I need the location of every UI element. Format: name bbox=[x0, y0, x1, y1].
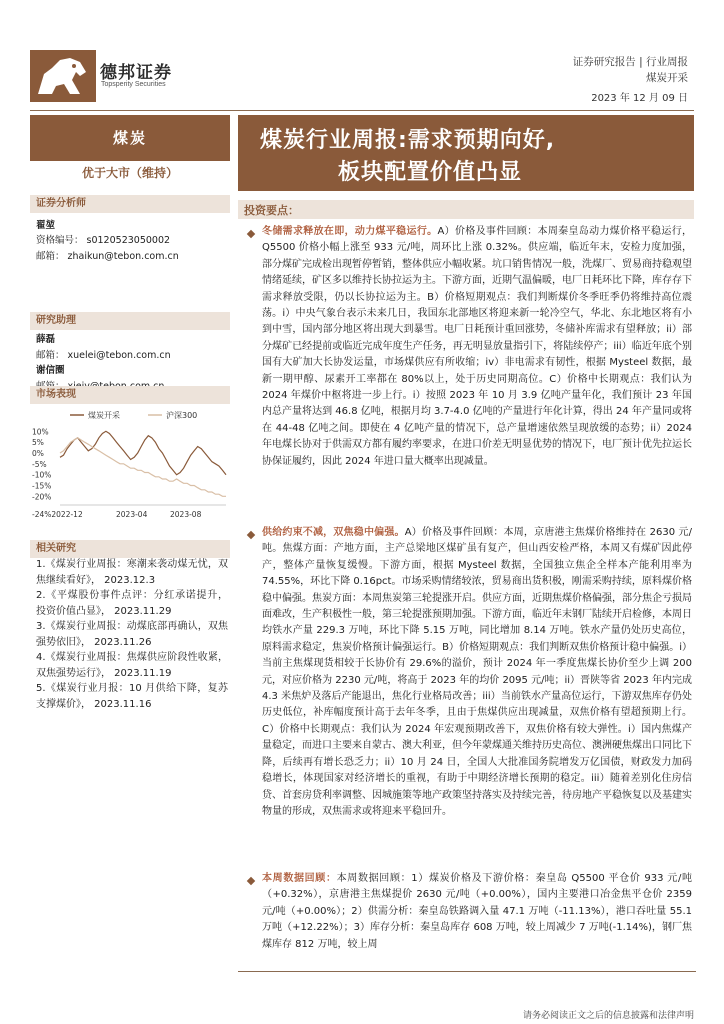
related-section-title: 相关研究 bbox=[30, 540, 230, 558]
y-tick-label: -10% bbox=[32, 470, 52, 480]
series-line bbox=[60, 431, 226, 474]
legend-label: 沪深300 bbox=[166, 411, 198, 420]
paragraph-heading: 本周数据回顾： bbox=[262, 873, 337, 884]
industry-label: 煤炭 bbox=[30, 115, 230, 161]
report-title-line2: 板块配置价值凸显 bbox=[338, 160, 523, 185]
market-performance-chart bbox=[30, 405, 230, 523]
paragraph-thermal-coal bbox=[262, 224, 692, 514]
paragraph-body: 本周数据回顾：1）煤炭价格及下游价格：秦皇岛 Q5500 平仓价 933 元/吨（+0.32%），京唐港主焦煤提价 2630 元/吨（+0.00%），国内主要港口冶金焦平仓价 2359 元/吨（+0.00%）；2）供需分析：秦皇岛铁路调入量 47.1 万吨（-11.13%），港口吞吐量 55.1 万吨（+12.22%）；3）库存分析：秦皇岛库存 608 万吨，较上周减少 7 万吨(-1.14%)，钢厂焦煤库存 812 万吨，较上周 bbox=[262, 873, 692, 950]
related-item[interactable]: 5.《煤炭行业月报：10 月供给下降，复苏支撑煤价》， 2023.11.16 bbox=[36, 683, 228, 710]
x-tick-label: 2023-04 bbox=[116, 510, 148, 519]
related-item[interactable]: 1.《煤炭行业周报：寒潮来袭动煤无忧，双焦继续看好》， 2023.12.3 bbox=[36, 559, 228, 586]
key-points-bar bbox=[238, 200, 694, 219]
related-item[interactable]: 3.《煤炭行业周报：动煤底部再确认，双焦强势依旧》， 2023.11.26 bbox=[36, 621, 228, 648]
y-tick-label: 5% bbox=[32, 438, 44, 448]
y-tick-label: -15% bbox=[32, 481, 52, 491]
industry-tag: 煤炭开采 bbox=[646, 72, 688, 84]
assistant1-email[interactable]: 邮箱： xuelei@tebon.com.cn bbox=[36, 350, 171, 361]
paragraph-weekly-data bbox=[262, 871, 692, 969]
bullet-icon bbox=[247, 230, 255, 238]
analyst-cert: 资格编号： s0120523050002 bbox=[36, 235, 171, 246]
analyst-section-title: 证券分析师 bbox=[30, 195, 230, 213]
bullet-icon bbox=[247, 877, 255, 885]
key-points-title: 投资要点： bbox=[244, 204, 299, 217]
legend-label: 煤炭开采 bbox=[88, 411, 120, 420]
header-divider bbox=[30, 110, 694, 111]
related-item[interactable]: 2.《平煤股份事件点评：分红承诺提升， 投资价值凸显》， 2023.11.29 bbox=[36, 590, 228, 617]
paragraph-heading: 供给约束不减，双焦稳中偏强。 bbox=[262, 527, 405, 538]
report-title-box bbox=[238, 115, 694, 191]
y-tick-label: 0% bbox=[32, 449, 44, 458]
paragraph-heading: 冬储需求释放在即，动力煤平稳运行。 bbox=[262, 226, 438, 237]
report-date: 2023 年 12 月 09 日 bbox=[591, 93, 688, 104]
footer-disclaimer: 请务必阅读正文之后的信息披露和法律声明 bbox=[522, 1011, 694, 1021]
report-title-line1: 煤炭行业周报:需求预期向好, bbox=[260, 128, 556, 153]
y-tick-label: 10% bbox=[32, 427, 49, 437]
company-name-en: Topsperity Securities bbox=[101, 81, 166, 88]
x-tick-label: -24%2022-12 bbox=[32, 510, 83, 519]
analyst-name: 翟堃 bbox=[36, 220, 56, 231]
assistant-section-title: 研究助理 bbox=[30, 312, 230, 330]
analyst-email[interactable]: 邮箱： zhaikun@tebon.com.cn bbox=[36, 251, 179, 262]
company-logo-icon bbox=[30, 50, 96, 102]
paragraph-body: A）价格及事件回顾：本周秦皇岛动力煤价格平稳运行，Q5500 价格小幅上涨至 933 元/吨，周环比上涨 0.32%。供应端，临近年末，安检力度加强，部分煤矿完成检出现暂停暂销，整体供应小幅收紧。坑口销售情况一般，洗煤厂、贸易商持稳观望情绪延续，矿区多以维持长协拉运为主。下游方面，近期气温偏暖，电厂日耗环比下降，库存存下需求释放受限，仍以长协拉运为主。B）价格短期观点：我们判断煤价冬季旺季仍将维持高位震荡。i）中央气象台表示未来几日，我国东北部地区将迎来新一轮冷空气，华北、东北地区将有小到中雪，国内部分地区将出现大到暴雪。电厂日耗预计重回涨势，冬储补库需求有望释放；ii）部分煤矿已经提前或临近完成年度生产任务，再无明显放量指引下，将陆续停产；iii）临近年底个别国有大矿加大长协发运量，市场煤供应有所收缩；iv）非电需求有韧性，根据 Mysteel 数据，最新一期甲醇、尿素开工率都在 80%以上，处于历史同期高位。C）价格中长期观点：我们认为 2024 年煤价中枢将进一步上行。i）按照 2023 年 10 月 3.9 亿吨产量年化，我们预计 23 年国内总产量将达到 46.8 亿吨，根据月均 3.7-4.0 亿吨的产量进行年化计算，得出 24 年产量同或将在 44-48 亿吨之间。即使在 4 亿吨产量的情况下，总产量增速依然呈现放缓的态势；ii）2024 年电煤长协对于供需双方都有履约率要求，在进口价差无明显优势的情况下，电厂预计优先拉运长协保证履约，因此 2024 年进口量大概率出现减量。 bbox=[262, 226, 692, 467]
y-tick-label: -5% bbox=[32, 459, 47, 469]
bullet-icon bbox=[247, 531, 255, 539]
y-tick-label: -20% bbox=[32, 492, 52, 502]
rating-label: 优于大市（维持） bbox=[81, 166, 178, 180]
assistant1-name: 薛磊 bbox=[36, 334, 56, 345]
market-section-title: 市场表现 bbox=[30, 386, 230, 404]
related-research-list bbox=[36, 557, 228, 712]
assistant2-name: 谢信圈 bbox=[36, 365, 65, 376]
x-tick-label: 2023-08 bbox=[170, 510, 202, 519]
paragraph-body: A）价格及事件回顾：本周，京唐港主焦煤价格维持在 2630 元/吨。焦煤方面：产地方面，主产总梁地区煤矿虽有复产，但山西安检严格，本周又有煤矿因此停产，整体产量恢复缓慢。下游方面，根据 Mysteel 数据，全国独立焦企全样本产能利用率为 74.55%，环比下降 0.16pct。市场采购情绪较浓，贸易商出货积极，刚需采购持续，原料煤价格稳中偏强。焦炭方面：本周焦炭第三轮提涨开启。供应方面，近期焦煤价格偏强，部分焦企亏损局面难改，生产积极性一般，第三轮提涨预期加强。下游方面，临近年末钢厂陆续开启检修，本周日均铁水产量 229.3 万吨，环比下降 5.15 万吨，同比增加 8.14 万吨。铁水产量仍处历史高位，原料需求稳定，焦炭价格预计偏强运行。B）价格短期观点：我们判断双焦价格预计稳中偏强。i）当前主焦煤现货相较于长协价有 29.6%的溢价，预计 2024 年一季度焦煤长协价至少上调 200 元，对应价格为 2230 元/吨，将高于 2023 年的均价 2095 元/吨；ii）晋陕等省 2023 年内完成 4.3 米焦炉及落后产能退出，焦化行业格局改善；iii）当前铁水产量高位运行，下游双焦库存仍处历史低位，补库幅度预计高于去年冬季，且由于焦煤供应出现减量，双焦价格有望超预期上行。C）价格中长期观点：我们认为 2024 年宏观预期改善下，双焦价格有较大弹性。i）国内焦煤产量稳定，而进口主要来自蒙古、澳大利亚，但今年蒙煤通关维持历史高位、澳洲硬焦煤出口同比下降，后续再有增长恐乏力；ii）10 月 24 日，全国人大批准国务院增发万亿国债，财政发力加码稳增长，体现国家对经济增长的重视，有助于中期经济增长预期的稳定。iii）随着差别化住房信贷、首套房贷利率调整、因城施策等地产政策坚持落实及持续完善，待房地产平稳恢复以及基建实物量的形成，双焦需求或将迎来平稳回升。 bbox=[262, 527, 692, 817]
paragraph-coking-coal bbox=[262, 525, 692, 857]
footer-divider bbox=[238, 971, 696, 972]
company-name-cn: 德邦证券 bbox=[100, 63, 172, 83]
related-item[interactable]: 4.《煤炭行业周报：焦煤供应阶段性收紧， 双焦强势运行》， 2023.11.19 bbox=[36, 652, 228, 679]
report-type: 证券研究报告 | 行业周报 bbox=[572, 56, 688, 68]
